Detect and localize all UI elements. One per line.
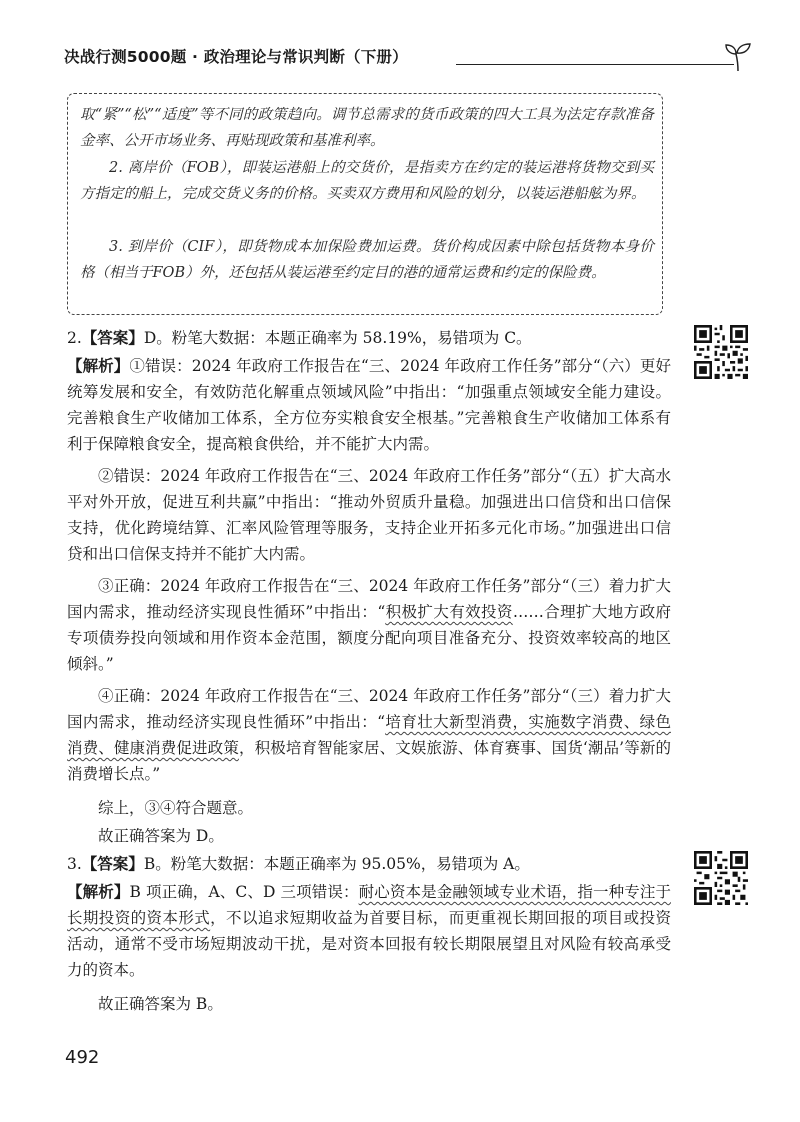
answer-tag: 【答案】 xyxy=(81,855,144,873)
q2-item-3: ③正确：2024 年政府工作报告在“三、2024 年政府工作任务”部分“（三）着力扩大国内需求，推动经济实现良性循环”中指出：“积极扩大有效投资……合理扩大地方政府专项债券投向领域和用作资本金范围，额度分配向项目准备充分、投资效率较高的地区倾斜。” xyxy=(67,577,671,673)
book-title: 决战行测5000题 · 政治理论与常识判断（下册） xyxy=(64,48,408,66)
q2-answer-text: D。粉笔大数据：本题正确率为 58.19%，易错项为 C。 xyxy=(143,329,532,347)
page-number: 492 xyxy=(65,1047,100,1068)
q2-answer-line xyxy=(67,325,671,351)
q3-conclusion: 故正确答案为 B。 xyxy=(98,995,223,1013)
q2-number: 2. xyxy=(67,329,82,347)
qr-code-icon[interactable] xyxy=(694,325,748,379)
q3-answer-text: B。粉笔大数据：本题正确率为 95.05%，易错项为 A。 xyxy=(143,855,530,873)
q2-conclusion: 故正确答案为 D。 xyxy=(98,827,224,845)
analysis-tag: 【解析】 xyxy=(67,883,130,901)
note-paragraph-cif: 3. 到岸价（CIF），即货物成本加保险费加运费。货价构成因素中除包括货物本身价格（相当于FOB）外，还包括从装运港至约定目的港的通常运费和约定的保险费。 xyxy=(80,239,654,281)
q3-number: 3. xyxy=(67,855,82,873)
key-phrase-underline: 培育壮大新型消费，实施数字消费、绿色消费、健康消费促进政策 xyxy=(67,713,671,757)
sprout-icon xyxy=(724,42,752,72)
running-header xyxy=(64,40,754,74)
answer-tag: 【答案】 xyxy=(81,329,144,347)
note-paragraph: 取“紧”“松”“适度”等不同的政策趋向。调节总需求的货币政策的四大工具为法定存款准备金率、公开市场业务、再贴现政策和基准利率。 xyxy=(80,107,654,149)
analysis-tag: 【解析】 xyxy=(67,357,130,375)
q3-analysis: 【解析】B 项正确，A、C、D 三项错误：耐心资本是金融领域专业术语，指一种专注于长期投资的资本形式，不以追求短期收益为首要目标，而更重视长期回报的项目或投资活动，通常不受市场短期波动干扰，是对资本回报有较长期限展望且对风险有较高承受力的资本。 xyxy=(67,883,671,979)
q3-answer-line xyxy=(67,851,671,877)
q2-summary: 综上，③④符合题意。 xyxy=(98,799,254,817)
q2-item-4: ④正确：2024 年政府工作报告在“三、2024 年政府工作任务”部分“（三）着力扩大国内需求，推动经济实现良性循环”中指出：“培育壮大新型消费，实施数字消费、绿色消费、健康消费促进政策，积极培育智能家居、文娱旅游、体育赛事、国货‘潮品’等新的消费增长点。” xyxy=(67,687,671,783)
key-phrase-underline: 积极扩大有效投资 xyxy=(385,603,513,621)
knowledge-note-box xyxy=(67,93,663,315)
note-paragraph-fob: 2. 离岸价（FOB），即装运港船上的交货价，是指卖方在约定的装运港将货物交到买方指定的船上，完成交货义务的价格。买卖双方费用和风险的划分，以装运港船舷为界。 xyxy=(80,160,654,202)
qr-code-icon[interactable] xyxy=(694,851,748,905)
q2-item-1: 【解析】①错误：2024 年政府工作报告在“三、2024 年政府工作任务”部分“（六）更好统筹发展和安全，有效防范化解重点领域风险”中指出：“加强重点领域安全能力建设。完善粮食生产收储加工体系，全方位夯实粮食安全根基。”完善粮食生产收储加工体系有利于保障粮食安全，提高粮食供给，并不能扩大内需。 xyxy=(67,357,671,453)
header-rule xyxy=(456,64,734,65)
key-phrase-underline: 耐心资本是金融领域专业术语，指一种专注于长期投资的资本形式 xyxy=(67,883,671,927)
q2-item-2: ②错误：2024 年政府工作报告在“三、2024 年政府工作任务”部分“（五）扩大高水平对外开放，促进互利共赢”中指出：“推动外贸质升量稳。加强进出口信贷和出口信保支持，优化跨境结算、汇率风险管理等服务，支持企业开拓多元化市场。”加强进出口信贷和出口信保支持并不能扩大内需。 xyxy=(67,467,671,563)
